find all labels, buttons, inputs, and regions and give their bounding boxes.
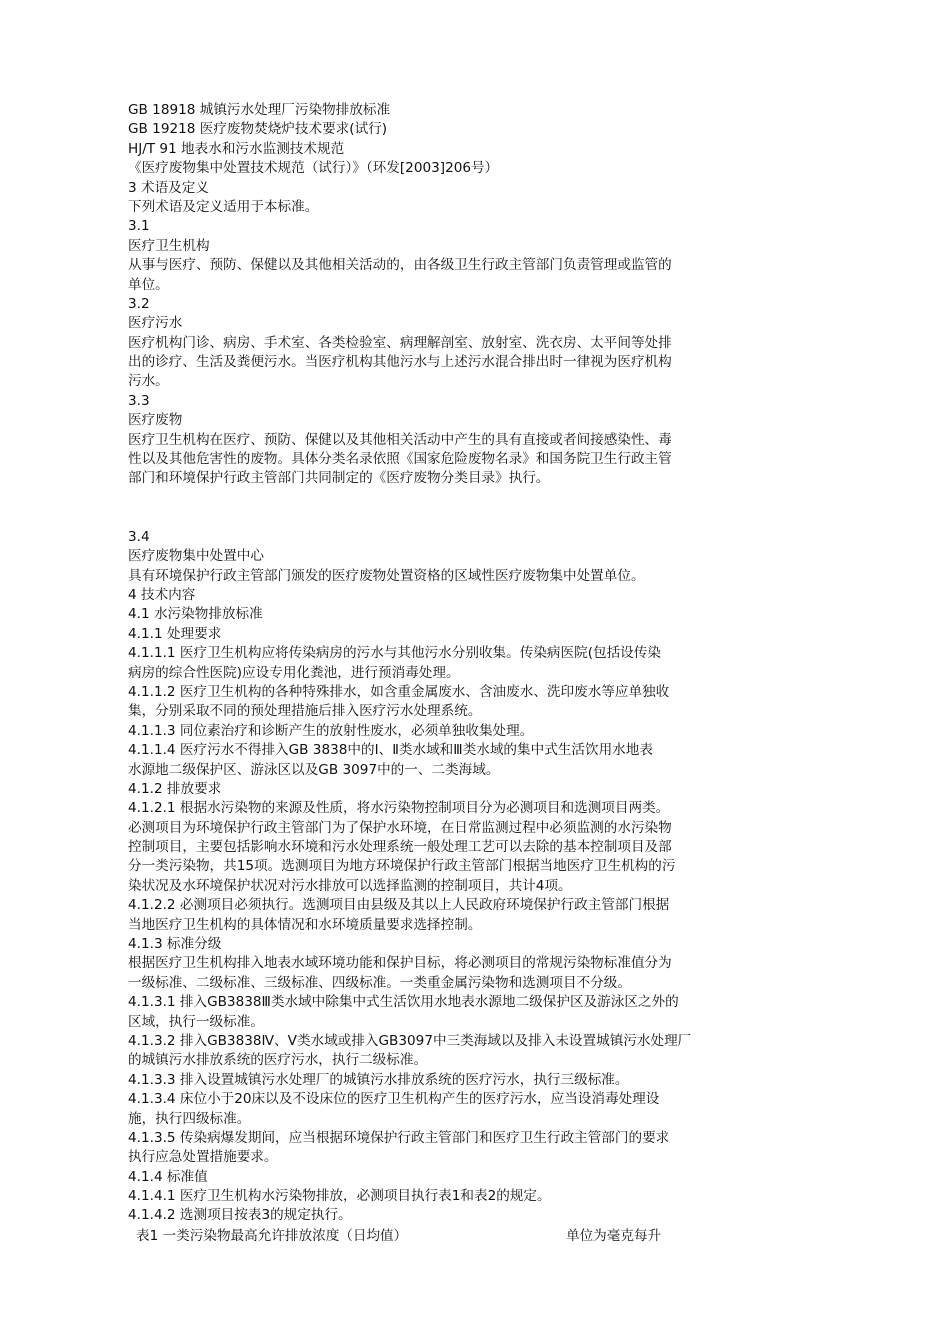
text-line: 4.1.3.4 床位小于20床以及不设床位的医疗卫生机构产生的医疗污水，应当设消毒处理设 — [128, 1091, 660, 1108]
document-body — [128, 101, 814, 1226]
text-line: 染状况及水环境保护状况对污水排放可以选择监测的控制项目，共计4项。 — [128, 877, 572, 894]
text-line: 医疗卫生机构在医疗、预防、保健以及其他相关活动中产生的具有直接或者间接感染性、毒 — [128, 431, 672, 448]
text-line: 4.1.1.3 同位素治疗和诊断产生的放射性废水，必须单独收集处理。 — [128, 722, 534, 739]
text-line: 一级标准、二级标准、三级标准、四级标准。一类重金属污染物和选测项目不分级。 — [128, 974, 631, 991]
text-line: 的城镇污水排放系统的医疗污水，执行二级标准。 — [128, 1052, 428, 1069]
text-line: 病房的综合性医院)应设专用化粪池，进行预消毒处理。 — [128, 664, 460, 681]
section-heading: 3 术语及定义 — [128, 179, 209, 196]
text-line: 从事与医疗、预防、保健以及其他相关活动的，由各级卫生行政主管部门负责管理或监管的 — [128, 257, 672, 274]
text-line: 水源地二级保护区、游泳区以及GB 3097中的一、二类海域。 — [128, 761, 500, 778]
text-line: 具有环境保护行政主管部门颁发的医疗废物处置资格的区域性医疗废物集中处置单位。 — [128, 567, 645, 584]
text-line: 4.1.2.2 必测项目必须执行。选测项目由县级及其以上人民政府环境保护行政主管部门根据 — [128, 897, 670, 914]
term-heading: 医疗废物集中处置中心 — [128, 548, 264, 565]
text-line: 4.1.1.4 医疗污水不得排入GB 3838中的Ⅰ、Ⅱ类水域和Ⅲ类水域的集中式生活饮用水地表 — [128, 742, 653, 759]
text-block-top — [128, 101, 814, 489]
text-line: HJ/T 91 地表水和污水监测技术规范 — [128, 140, 345, 157]
text-line: 4.1.1 处理要求 — [128, 625, 222, 642]
text-line: 《医疗废物集中处置技术规范（试行）》（环发[2003]206号） — [128, 160, 499, 177]
text-line: 4.1.4.1 医疗卫生机构水污染物排放，必测项目执行表1和表2的规定。 — [128, 1188, 551, 1205]
text-line: 单位。 — [128, 276, 169, 293]
text-line: 4.1.3.1 排入GB3838Ⅲ类水域中除集中式生活饮用水地表水源地二级保护区及游泳区之外的 — [128, 994, 679, 1011]
text-line: 4.1.1.1 医疗卫生机构应将传染病房的污水与其他污水分别收集。传染病医院(包括设传染 — [128, 645, 661, 662]
text-line: 执行应急处置措施要求。 — [128, 1149, 278, 1166]
text-line: 下列术语及定义适用于本标准。 — [128, 198, 319, 215]
table-caption-row — [136, 1226, 826, 1246]
term-heading: 医疗废物 — [128, 412, 183, 429]
text-line: 4.1.3.3 排入设置城镇污水处理厂的城镇污水排放系统的医疗污水，执行三级标准。 — [128, 1071, 629, 1088]
blank-gap — [128, 489, 814, 528]
text-line: 出的诊疗、生活及粪便污水。当医疗机构其他污水与上述污水混合排出时一律视为医疗机构 — [128, 354, 672, 371]
term-heading: 医疗污水 — [128, 315, 183, 332]
text-line: 根据医疗卫生机构排入地表水域环境功能和保护目标，将必测项目的常规污染物标准值分为 — [128, 955, 672, 972]
text-line: GB 19218 医疗废物焚烧炉技术要求(试行) — [128, 121, 388, 138]
text-line: 当地医疗卫生机构的具体情况和水环境质量要求选择控制。 — [128, 916, 482, 933]
text-line: 施，执行四级标准。 — [128, 1110, 251, 1127]
clause-number: 3.1 — [128, 218, 150, 235]
text-line: 4.1.4.2 选测项目按表3的规定执行。 — [128, 1207, 352, 1224]
text-line: GB 18918 城镇污水处理厂污染物排放标准 — [128, 102, 391, 118]
text-line: 必测项目为环境保护行政主管部门为了保护水环境，在日常监测过程中必须监测的水污染物 — [128, 819, 672, 836]
text-line: 分一类污染物，共15项。选测项目为地方环境保护行政主管部门根据当地医疗卫生机构的污 — [128, 858, 676, 875]
term-heading: 医疗卫生机构 — [128, 237, 210, 254]
clause-number: 3.2 — [128, 295, 150, 312]
table-unit: 单位为毫克每升 — [566, 1228, 662, 1244]
section-heading: 4 技术内容 — [128, 586, 196, 603]
text-line: 4.1.4 标准值 — [128, 1168, 208, 1185]
text-line: 集，分别采取不同的预处理措施后排入医疗污水处理系统。 — [128, 703, 482, 720]
text-line: 4.1.2.1 根据水污染物的来源及性质，将水污染物控制项目分为必测项目和选测项目两类。 — [128, 800, 670, 817]
text-line: 4.1.1.2 医疗卫生机构的各种特殊排水，如含重金属废水、含油废水、洗印废水等应单独收 — [128, 683, 670, 700]
text-line: 4.1.3 标准分级 — [128, 936, 222, 953]
clause-number: 3.3 — [128, 392, 150, 409]
text-line: 4.1.3.2 排入GB3838Ⅳ、Ⅴ类水域或排入GB3097中三类海域以及排入未设置城镇污水处理厂 — [128, 1032, 692, 1049]
text-line: 性以及其他危害性的废物。具体分类名录依照《国家危险废物名录》和国务院卫生行政主管 — [128, 451, 672, 468]
clause-number: 3.4 — [128, 528, 150, 545]
text-line: 4.1.2 排放要求 — [128, 780, 222, 797]
text-line: 4.1 水污染物排放标准 — [128, 606, 263, 623]
text-line: 4.1.3.5 传染病爆发期间，应当根据环境保护行政主管部门和医疗卫生行政主管部门的要求 — [128, 1129, 670, 1146]
text-line: 医疗机构门诊、病房、手术室、各类检验室、病理解剖室、放射室、洗衣房、太平间等处排 — [128, 334, 672, 351]
text-line: 污水。 — [128, 373, 169, 390]
table-caption: 表1 一类污染物最高允许排放浓度（日均值） — [136, 1228, 408, 1244]
text-line: 区域，执行一级标准。 — [128, 1013, 264, 1030]
text-block-bottom — [128, 528, 814, 1226]
text-line: 部门和环境保护行政主管部门共同制定的《医疗废物分类目录》执行。 — [128, 470, 550, 487]
text-line: 控制项目，主要包括影响水环境和污水处理系统一般处理工艺可以去除的基本控制项目及部 — [128, 839, 672, 856]
